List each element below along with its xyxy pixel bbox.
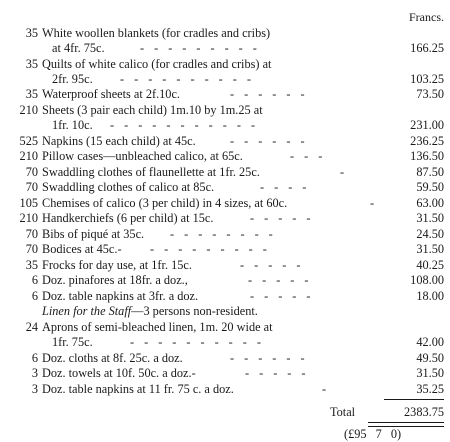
item-amount: 166.25 bbox=[410, 41, 444, 55]
currency-header: Francs. bbox=[409, 10, 444, 24]
leader-dots: ------ bbox=[230, 351, 315, 365]
list-item bbox=[0, 56, 450, 72]
item-description: Doz. towels at 10f. 50c. a doz.- bbox=[42, 366, 196, 380]
item-quantity: 70 bbox=[25, 227, 38, 241]
list-item-continuation bbox=[0, 334, 450, 350]
list-item bbox=[0, 381, 450, 397]
leader-dots: ------ bbox=[230, 134, 315, 148]
item-quantity: 525 bbox=[19, 134, 38, 148]
leader-dots: ---- bbox=[260, 180, 317, 194]
item-amount: 31.50 bbox=[416, 366, 444, 380]
item-description: Bibs of piqué at 35c. bbox=[42, 227, 145, 241]
leader-dots: --------- bbox=[140, 41, 267, 55]
leader-dots: -------- bbox=[170, 227, 283, 241]
item-amount: 73.50 bbox=[416, 87, 444, 101]
list-item-continuation bbox=[0, 117, 450, 133]
list-item bbox=[0, 241, 450, 257]
item-quantity: 35 bbox=[25, 57, 38, 71]
item-quantity: 3 bbox=[31, 366, 38, 380]
list-item bbox=[0, 133, 450, 149]
item-quantity: 210 bbox=[19, 103, 38, 117]
item-description: Doz. table napkins at 3fr. a doz. bbox=[42, 289, 199, 303]
item-quantity: 70 bbox=[25, 242, 38, 256]
list-item bbox=[0, 350, 450, 366]
item-amount: 103.25 bbox=[410, 72, 444, 86]
item-amount: 63.00 bbox=[416, 196, 444, 210]
total-row bbox=[0, 404, 450, 420]
leader-dots: - bbox=[340, 165, 355, 179]
list-item bbox=[0, 319, 450, 335]
list-item bbox=[0, 288, 450, 304]
leader-dots: ----- bbox=[240, 258, 311, 272]
list-item bbox=[0, 195, 450, 211]
staff-heading-rest: —3 persons non-resident. bbox=[131, 304, 258, 318]
list-item bbox=[0, 148, 450, 164]
list-item bbox=[0, 164, 450, 180]
leader-dots: --------- bbox=[150, 242, 277, 256]
item-description: Handkerchiefs (6 per child) at 15c. bbox=[42, 211, 214, 225]
item-description: Bodices at 45c.- bbox=[42, 242, 122, 256]
item-quantity: 70 bbox=[25, 165, 38, 179]
item-description: Frocks for day use, at 1fr. 15c. bbox=[42, 258, 192, 272]
item-quantity: 210 bbox=[19, 149, 38, 163]
leader-dots: ----- bbox=[248, 273, 319, 287]
list-item bbox=[0, 25, 450, 41]
item-quantity: 6 bbox=[31, 289, 38, 303]
item-quantity: 24 bbox=[25, 320, 38, 334]
item-amount: 40.25 bbox=[416, 258, 444, 272]
item-amount: 49.50 bbox=[416, 351, 444, 365]
item-amount: 35.25 bbox=[416, 382, 444, 396]
item-amount: 136.50 bbox=[410, 149, 444, 163]
item-description: Quilts of white calico (for cradles and cribs) at bbox=[42, 57, 272, 71]
item-description: Doz. table napkins at 11 fr. 75 c. a doz. bbox=[42, 382, 234, 396]
list-item bbox=[0, 210, 450, 226]
leader-dots: ----- bbox=[250, 289, 321, 303]
leader-dots: - bbox=[322, 382, 337, 396]
item-description: Pillow cases—unbleached calico, at 65c. bbox=[42, 149, 243, 163]
item-description-cont: 1fr. 75c. bbox=[52, 335, 93, 349]
item-amount: 31.50 bbox=[416, 242, 444, 256]
item-amount: 87.50 bbox=[416, 165, 444, 179]
item-description-cont: at 4fr. 75c. bbox=[52, 41, 105, 55]
item-description: Chemises of calico (3 per child) in 4 sizes, at 60c. bbox=[42, 196, 288, 210]
section-heading bbox=[0, 303, 450, 319]
item-quantity: 70 bbox=[25, 180, 38, 194]
item-quantity: 6 bbox=[31, 273, 38, 287]
leader-dots: ----------- bbox=[110, 118, 266, 132]
item-description: Swaddling clothes of flaunellette at 1fr. 25c. bbox=[42, 165, 260, 179]
item-amount: 231.00 bbox=[410, 118, 444, 132]
leader-dots: ---------- bbox=[130, 335, 271, 349]
item-description: Doz. pinafores at 18fr. a doz., bbox=[42, 273, 188, 287]
item-quantity: 210 bbox=[19, 211, 38, 225]
item-description: Napkins (15 each child) at 45c. bbox=[42, 134, 196, 148]
item-quantity: 35 bbox=[25, 258, 38, 272]
item-quantity: 35 bbox=[25, 26, 38, 40]
list-item bbox=[0, 179, 450, 195]
item-amount: 31.50 bbox=[416, 211, 444, 225]
list-item bbox=[0, 272, 450, 288]
list-item bbox=[0, 102, 450, 118]
item-quantity: 35 bbox=[25, 87, 38, 101]
list-item bbox=[0, 257, 450, 273]
list-item bbox=[0, 226, 450, 242]
item-quantity: 6 bbox=[31, 351, 38, 365]
item-description-cont: 1fr. 10c. bbox=[52, 118, 93, 132]
item-amount: 59.50 bbox=[416, 180, 444, 194]
sterling-equivalent: (£95 7 0) bbox=[344, 427, 402, 441]
item-description: White woollen blankets (for cradles and cribs) bbox=[42, 26, 271, 40]
item-quantity: 3 bbox=[31, 382, 38, 396]
item-amount: 236.25 bbox=[410, 134, 444, 148]
item-quantity: 105 bbox=[19, 196, 38, 210]
item-description-cont: 2fr. 95c. bbox=[52, 72, 93, 86]
sum-rule bbox=[384, 399, 444, 400]
item-amount: 24.50 bbox=[416, 227, 444, 241]
item-amount: 108.00 bbox=[410, 273, 444, 287]
item-amount: 42.00 bbox=[416, 335, 444, 349]
list-item bbox=[0, 365, 450, 381]
item-description: Aprons of semi-bleached linen, 1m. 20 wide at bbox=[42, 320, 273, 334]
item-description: Waterproof sheets at 2f.10c. bbox=[42, 87, 180, 101]
sterling-row bbox=[0, 426, 450, 442]
list-item-continuation bbox=[0, 40, 450, 56]
leader-dots: ------ bbox=[230, 87, 315, 101]
leader-dots: ----- bbox=[250, 211, 321, 225]
leader-dots: ----- bbox=[245, 366, 316, 380]
list-item bbox=[0, 86, 450, 102]
list-item-continuation bbox=[0, 71, 450, 87]
item-description: Swaddling clothes of calico at 85c. bbox=[42, 180, 215, 194]
leader-dots: --- bbox=[290, 149, 333, 163]
item-description: Sheets (3 pair each child) 1m.10 by 1m.25 at bbox=[42, 103, 263, 117]
leader-dots: ---------- bbox=[120, 72, 261, 86]
total-label: Total bbox=[330, 405, 356, 419]
leader-dots: - bbox=[370, 196, 385, 210]
item-description: Doz. cloths at 8f. 25c. a doz. bbox=[42, 351, 183, 365]
item-amount: 18.00 bbox=[416, 289, 444, 303]
total-amount: 2383.75 bbox=[404, 405, 444, 419]
staff-heading-italic: Linen for the Staff bbox=[42, 304, 132, 318]
